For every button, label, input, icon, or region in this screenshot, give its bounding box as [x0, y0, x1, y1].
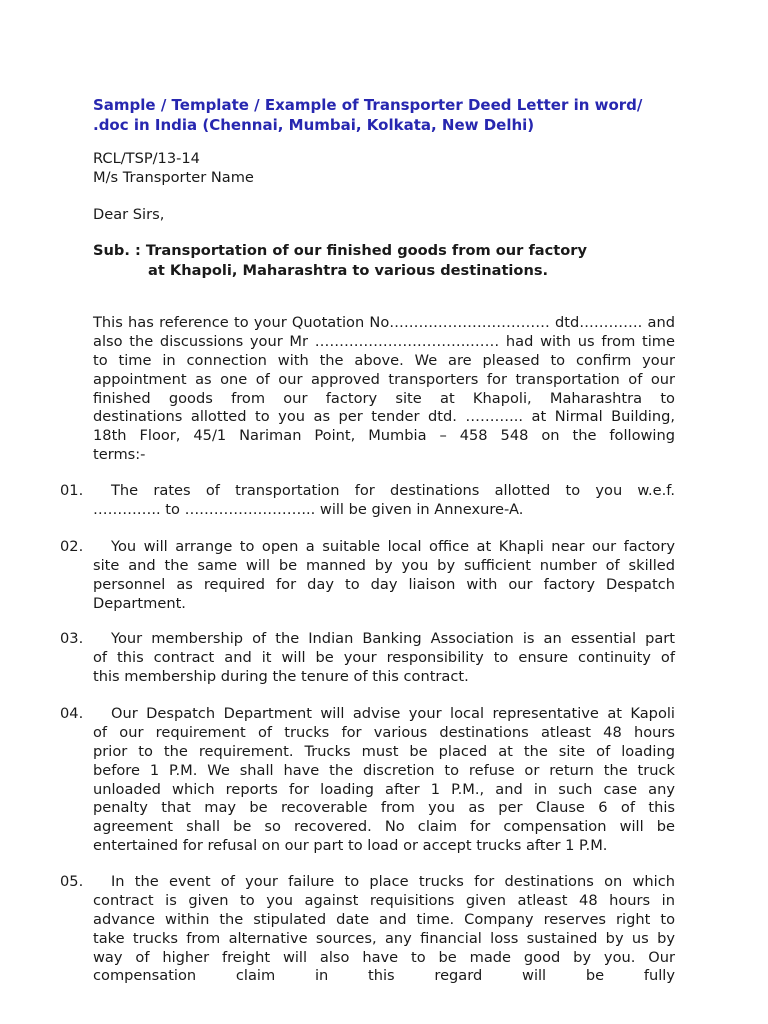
clause-line: entertained for refusal on our part to load or accept trucks after 1 P.M.	[93, 837, 608, 855]
clause-line: personnel as required for day to day liaison with our factory Despatch	[93, 575, 675, 593]
subject-line-2: at Khapoli, Maharashtra to various destinations.	[148, 262, 549, 279]
clause-number: 01.	[60, 482, 84, 499]
clause-line: of this contract and it will be your responsibility to ensure continuity of	[93, 648, 675, 666]
clause-number: 04.	[60, 705, 84, 722]
paragraph-line: 18th Floor, 45/1 Nariman Point, Mumbia – 458 548 on the following	[93, 427, 675, 445]
paragraph-line: terms:-	[93, 446, 146, 464]
salutation: Dear Sirs,	[93, 206, 165, 223]
paragraph-line: appointment as one of our approved transporters for transportation of our	[93, 370, 675, 388]
reference-block	[93, 150, 254, 188]
clause-line: site and the same will be manned by you by sufficient number of skilled	[93, 556, 675, 574]
clause-04	[93, 705, 675, 856]
clause-01	[93, 482, 675, 520]
clause-line: Our Despatch Department will advise your local representative at Kapoli	[111, 705, 675, 722]
intro-paragraph	[93, 314, 675, 465]
clause-line: way of higher freight will also have to be made good by you. Our	[93, 948, 675, 966]
clause-number: 03.	[60, 630, 84, 647]
paragraph-line: This has reference to your Quotation No…………………………… dtd…………. and	[93, 314, 675, 331]
subject-block	[93, 241, 587, 281]
paragraph-line: also the discussions your Mr …………………………..…… had with us from time	[93, 332, 675, 350]
clause-03	[93, 630, 675, 687]
clause-line: advance within the stipulated date and time. Company reserves right to	[93, 910, 675, 928]
clause-05	[93, 873, 675, 986]
clause-number: 02.	[60, 538, 84, 555]
title-line-1: Sample / Template / Example of Transporter Deed Letter in word/	[93, 96, 643, 114]
clause-line: Your membership of the Indian Banking Association is an essential part	[111, 630, 675, 647]
addressee: M/s Transporter Name	[93, 168, 254, 186]
subject-line-1: Sub. : Transportation of our finished goods from our factory	[93, 242, 588, 259]
clause-line: The rates of transportation for destinations allotted to you w.e.f.	[111, 482, 675, 499]
paragraph-line: finished goods from our factory site at Khapoli, Maharashtra to	[93, 389, 675, 407]
clause-line: In the event of your failure to place trucks for destinations on which	[111, 873, 675, 890]
clause-line: prior to the requirement. Trucks must be placed at the site of loading	[93, 742, 675, 760]
clause-line: before 1 P.M. We shall have the discretion to refuse or return the truck	[93, 761, 675, 779]
clause-line: this membership during the tenure of this contract.	[93, 667, 469, 685]
clause-line: compensation claim in this regard will be fully	[93, 967, 675, 985]
clause-line: agreement shall be so recovered. No claim for compensation will be	[93, 818, 675, 836]
clause-line: ………….. to ……………………... will be given in Annexure-A.	[93, 500, 524, 518]
clause-line: penalty that may be recoverable from you as per Clause 6 of this	[93, 799, 675, 817]
clause-line: unloaded which reports for loading after 1 P.M., and in such case any	[93, 780, 675, 798]
title-line-2: .doc in India (Chennai, Mumbai, Kolkata, New Delhi)	[93, 116, 535, 134]
clause-line: take trucks from alternative sources, any financial loss sustained by us by	[93, 929, 675, 947]
clause-line: Department.	[93, 594, 186, 612]
clause-02	[93, 538, 675, 614]
reference-code: RCL/TSP/13-14	[93, 150, 200, 167]
document-title	[93, 95, 693, 135]
clause-line: of our requirement of trucks for various destinations atleast 48 hours	[93, 723, 675, 741]
paragraph-line: destinations allotted to you as per tender dtd. ………... at Nirmal Building,	[93, 408, 675, 426]
clause-line: contract is given to you against requisitions given atleast 48 hours in	[93, 891, 675, 909]
clause-line: You will arrange to open a suitable local office at Khapli near our factory	[111, 538, 675, 555]
clause-number: 05.	[60, 873, 84, 890]
paragraph-line: to time in connection with the above. We are pleased to confirm your	[93, 351, 675, 369]
